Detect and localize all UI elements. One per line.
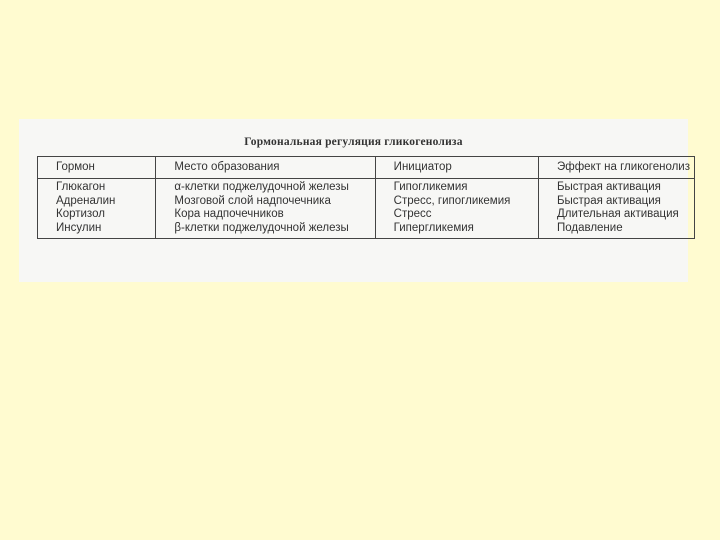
cell-effect: Длительная активация xyxy=(538,208,694,222)
cell-hormone: Адреналин xyxy=(38,195,156,209)
document-card xyxy=(19,119,688,282)
cell-initiator: Гипергликемия xyxy=(375,222,538,239)
cell-hormone: Кортизол xyxy=(38,208,156,222)
column-header-place: Место образования xyxy=(156,157,375,179)
cell-hormone: Глюкагон xyxy=(38,179,156,195)
cell-place: α-клетки поджелудочной железы xyxy=(156,179,375,195)
table-row xyxy=(38,195,695,209)
table-row xyxy=(38,222,695,239)
table-row xyxy=(38,208,695,222)
table-row xyxy=(38,179,695,195)
column-header-effect: Эффект на гликогенолиз xyxy=(538,157,694,179)
column-header-hormone: Гормон xyxy=(38,157,156,179)
cell-hormone: Инсулин xyxy=(38,222,156,239)
table-title: Гормональная регуляция гликогенолиза xyxy=(244,136,463,148)
cell-place: Мозговой слой надпочечника xyxy=(156,195,375,209)
cell-effect: Быстрая активация xyxy=(538,195,694,209)
cell-place: β-клетки поджелудочной железы xyxy=(156,222,375,239)
cell-place: Кора надпочечников xyxy=(156,208,375,222)
cell-effect: Быстрая активация xyxy=(538,179,694,195)
column-header-initiator: Инициатор xyxy=(375,157,538,179)
hormone-regulation-table xyxy=(37,156,695,239)
table-header-row xyxy=(38,157,695,179)
cell-initiator: Стресс, гипогликемия xyxy=(375,195,538,209)
cell-effect: Подавление xyxy=(538,222,694,239)
cell-initiator: Стресс xyxy=(375,208,538,222)
cell-initiator: Гипогликемия xyxy=(375,179,538,195)
